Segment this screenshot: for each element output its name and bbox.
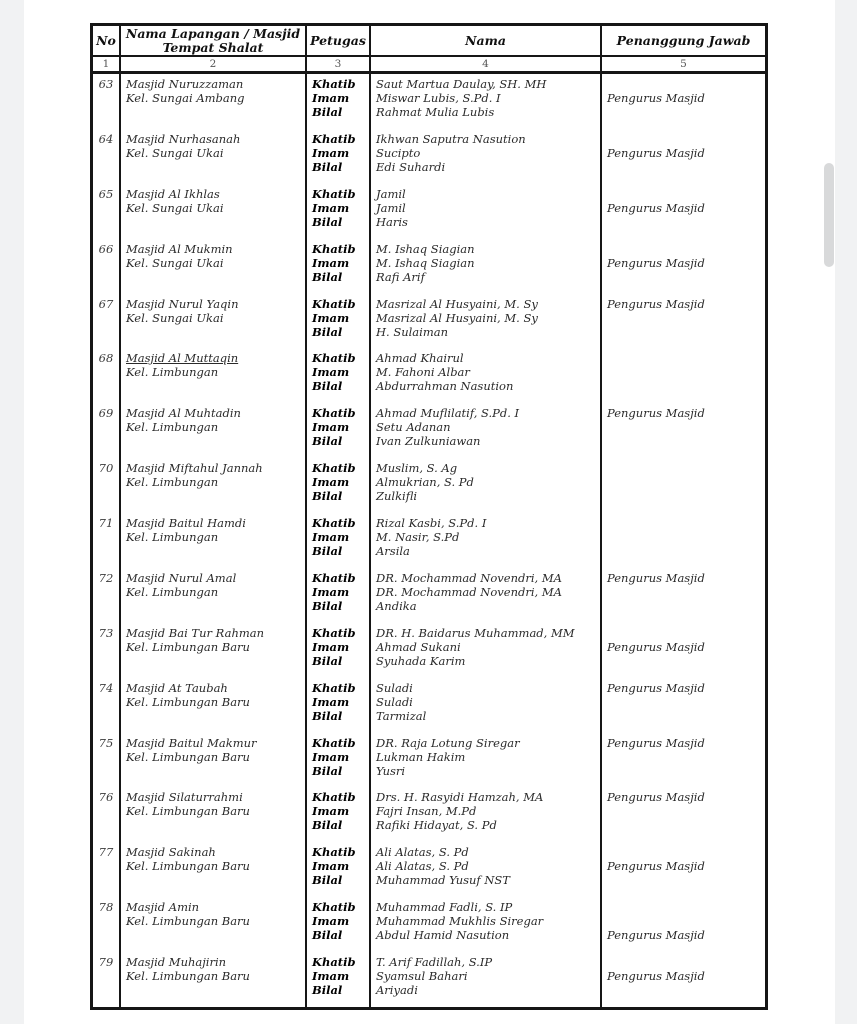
row-group	[307, 403, 369, 458]
column-header-penanggung-jawab: Penanggung Jawab	[616, 32, 751, 48]
person-name-khatib: Saut Martua Daulay, SH. MH	[376, 77, 547, 91]
penanggung-jawab-label: Pengurus Masjid	[607, 91, 705, 105]
role-bilal-label: Bilal	[312, 324, 343, 339]
row-group	[371, 74, 600, 129]
role-imam-label: Imam	[312, 859, 350, 874]
row-group	[602, 239, 765, 294]
masjid-name: Masjid Nurhasanah	[126, 131, 241, 146]
person-name-bilal: Tarmizal	[376, 708, 427, 723]
penanggung-jawab-label: Pengurus Masjid	[607, 969, 705, 983]
row-group	[371, 403, 600, 458]
row-group	[602, 458, 765, 513]
table-header-row	[93, 26, 765, 57]
row-group	[602, 897, 765, 952]
row-group	[93, 294, 119, 349]
row-group	[602, 129, 765, 184]
row-group	[602, 294, 765, 349]
row-number: 73	[98, 625, 114, 640]
role-khatib-label: Khatib	[312, 351, 356, 366]
person-name-khatib: Drs. H. Rasyidi Hamzah, MA	[376, 790, 544, 805]
row-group	[371, 678, 600, 733]
row-number: 74	[98, 680, 114, 695]
penanggung-jawab-label: Pengurus Masjid	[607, 859, 705, 874]
person-name-bilal: Edi Suhardi	[376, 159, 446, 174]
person-name-bilal: Ariyadi	[376, 983, 418, 997]
row-group	[121, 184, 305, 239]
kelurahan-name: Kel. Limbungan Baru	[126, 804, 250, 819]
penanggung-jawab-label: Pengurus Masjid	[607, 145, 705, 160]
column-penanggung-jawab	[602, 74, 765, 1007]
kelurahan-name: Kel. Sungai Ukai	[126, 310, 224, 325]
kelurahan-name: Kel. Limbungan Baru	[126, 859, 250, 874]
person-name-bilal: Rafiki Hidayat, S. Pd	[376, 818, 497, 833]
person-name-bilal: H. Sulaiman	[376, 324, 449, 339]
row-group	[602, 678, 765, 733]
column-number: 2	[121, 57, 307, 71]
column-number-row	[93, 57, 765, 74]
scrollbar-track[interactable]	[835, 0, 857, 1024]
kelurahan-name: Kel. Limbungan	[126, 365, 219, 380]
role-bilal-label: Bilal	[312, 489, 343, 504]
role-khatib-label: Khatib	[312, 680, 356, 695]
row-group	[121, 403, 305, 458]
role-imam-label: Imam	[312, 749, 350, 764]
role-khatib-label: Khatib	[312, 625, 356, 640]
kelurahan-name: Kel. Sungai Ukai	[126, 145, 224, 160]
role-imam-label: Imam	[312, 365, 350, 380]
row-group	[307, 952, 369, 1007]
penanggung-jawab-label: Pengurus Masjid	[607, 406, 705, 421]
row-group	[93, 348, 119, 403]
person-name-bilal: Rafi Arif	[376, 269, 425, 284]
person-name-khatib: Muslim, S. Ag	[376, 461, 458, 476]
role-bilal-label: Bilal	[312, 544, 343, 558]
row-number: 75	[98, 735, 114, 750]
penanggung-jawab-label: Pengurus Masjid	[607, 296, 705, 311]
row-group	[602, 568, 765, 623]
row-group	[121, 952, 305, 1007]
role-khatib-label: Khatib	[312, 461, 356, 476]
row-group	[307, 568, 369, 623]
row-group	[602, 348, 765, 403]
row-group	[602, 733, 765, 788]
penanggung-jawab-label: Pengurus Masjid	[607, 680, 705, 695]
penanggung-jawab-label: Pengurus Masjid	[607, 790, 705, 805]
column-number: 1	[93, 57, 121, 71]
penanggung-jawab-label: Pengurus Masjid	[607, 735, 705, 750]
row-group	[93, 129, 119, 184]
person-name-khatib: Ahmad Khairul	[376, 351, 464, 366]
kelurahan-name: Kel. Sungai Ambang	[126, 91, 245, 105]
role-imam-label: Imam	[312, 200, 350, 215]
person-name-imam: Almukrian, S. Pd	[376, 475, 474, 490]
person-name-bilal: Ivan Zulkuniawan	[376, 434, 481, 449]
row-group	[93, 239, 119, 294]
role-bilal-label: Bilal	[312, 653, 343, 668]
column-header-nama-lapangan: Nama Lapangan / Masjid Tempat Shalat	[121, 26, 307, 55]
column-number: 3	[307, 57, 371, 71]
person-name-khatib: Suladi	[376, 680, 413, 695]
row-group	[93, 513, 119, 568]
row-group	[121, 897, 305, 952]
row-number: 76	[98, 790, 114, 805]
column-no	[93, 74, 121, 1007]
column-nama	[371, 74, 602, 1007]
role-imam-label: Imam	[312, 694, 350, 709]
person-name-imam: Jamil	[376, 200, 406, 215]
person-name-bilal: Zulkifli	[376, 489, 418, 504]
penanggung-jawab-label: Pengurus Masjid	[607, 928, 705, 943]
row-group	[307, 842, 369, 897]
row-group	[371, 623, 600, 678]
role-bilal-label: Bilal	[312, 873, 343, 888]
person-name-bilal: Haris	[376, 214, 408, 229]
row-group	[307, 129, 369, 184]
person-name-khatib: DR. H. Baidarus Muhammad, MM	[376, 625, 575, 640]
role-bilal-label: Bilal	[312, 159, 343, 174]
column-number: 4	[371, 57, 602, 71]
penanggung-jawab-label: Pengurus Masjid	[607, 639, 705, 654]
role-imam-label: Imam	[312, 91, 350, 105]
row-group	[371, 184, 600, 239]
row-number: 71	[98, 516, 114, 530]
person-name-bilal: Abdul Hamid Nasution	[376, 928, 510, 943]
person-name-imam: Ahmad Sukani	[376, 639, 461, 654]
row-group	[121, 678, 305, 733]
row-group	[371, 733, 600, 788]
row-number: 72	[98, 570, 114, 585]
row-group	[121, 294, 305, 349]
kelurahan-name: Kel. Sungai Ukai	[126, 255, 224, 270]
table-body	[93, 74, 765, 1007]
role-imam-label: Imam	[312, 475, 350, 490]
kelurahan-name: Kel. Limbungan Baru	[126, 914, 250, 929]
row-group	[602, 184, 765, 239]
row-group	[93, 403, 119, 458]
role-imam-label: Imam	[312, 914, 350, 929]
row-group	[121, 458, 305, 513]
row-group	[602, 513, 765, 568]
row-group	[93, 568, 119, 623]
row-group	[93, 678, 119, 733]
person-name-imam: M. Ishaq Siagian	[376, 255, 475, 270]
row-group	[307, 239, 369, 294]
row-number: 70	[98, 461, 114, 476]
row-group	[602, 952, 765, 1007]
row-group	[121, 513, 305, 568]
row-group	[371, 513, 600, 568]
person-name-imam: DR. Mochammad Novendri, MA	[376, 584, 562, 599]
row-group	[371, 239, 600, 294]
row-group	[602, 787, 765, 842]
masjid-name: Masjid Muhajirin	[126, 955, 227, 969]
row-group	[121, 623, 305, 678]
person-name-imam: Muhammad Mukhlis Siregar	[376, 914, 544, 929]
role-bilal-label: Bilal	[312, 434, 343, 449]
row-group	[602, 74, 765, 129]
role-khatib-label: Khatib	[312, 77, 356, 91]
role-imam-label: Imam	[312, 420, 350, 435]
role-bilal-label: Bilal	[312, 105, 343, 119]
row-number: 66	[98, 241, 114, 256]
row-group	[307, 623, 369, 678]
person-name-bilal: Muhammad Yusuf NST	[376, 873, 510, 888]
row-group	[307, 678, 369, 733]
row-number: 67	[98, 296, 114, 311]
person-name-imam: Suladi	[376, 694, 413, 709]
person-name-bilal: Yusri	[376, 763, 406, 778]
role-khatib-label: Khatib	[312, 186, 356, 201]
kelurahan-name: Kel. Limbungan	[126, 475, 219, 490]
person-name-bilal: Arsila	[376, 544, 410, 558]
row-group	[121, 74, 305, 129]
row-group	[307, 733, 369, 788]
person-name-imam: M. Fahoni Albar	[376, 365, 470, 380]
row-number: 78	[98, 900, 114, 915]
row-group	[93, 787, 119, 842]
masjid-name: Masjid Baitul Hamdi	[126, 516, 246, 530]
role-bilal-label: Bilal	[312, 598, 343, 613]
person-name-imam: Fajri Insan, M.Pd	[376, 804, 477, 819]
person-name-khatib: Ahmad Muflilatif, S.Pd. I	[376, 406, 520, 421]
person-name-imam: Setu Adanan	[376, 420, 451, 435]
row-group	[121, 568, 305, 623]
row-number: 63	[98, 77, 114, 91]
scrollbar-thumb[interactable]	[824, 163, 834, 267]
row-group	[371, 458, 600, 513]
person-name-khatib: DR. Raja Lotung Siregar	[376, 735, 520, 750]
row-group	[371, 129, 600, 184]
row-group	[307, 74, 369, 129]
row-number: 77	[98, 845, 114, 860]
kelurahan-name: Kel. Limbungan Baru	[126, 749, 250, 764]
masjid-name: Masjid Nurul Yaqin	[126, 296, 239, 311]
row-number: 68	[98, 351, 114, 366]
row-group	[602, 623, 765, 678]
role-khatib-label: Khatib	[312, 296, 356, 311]
row-number: 79	[98, 955, 114, 969]
kelurahan-name: Kel. Limbungan Baru	[126, 694, 250, 709]
row-group	[121, 239, 305, 294]
role-bilal-label: Bilal	[312, 818, 343, 833]
masjid-name: Masjid Nuruzzaman	[126, 77, 244, 91]
role-khatib-label: Khatib	[312, 406, 356, 421]
role-bilal-label: Bilal	[312, 214, 343, 229]
person-name-khatib: DR. Mochammad Novendri, MA	[376, 570, 562, 585]
column-petugas	[307, 74, 371, 1007]
role-imam-label: Imam	[312, 145, 350, 160]
row-group	[602, 403, 765, 458]
person-name-bilal: Rahmat Mulia Lubis	[376, 105, 495, 119]
masjid-name: Masjid Miftahul Jannah	[126, 461, 263, 476]
masjid-name: Masjid Silaturrahmi	[126, 790, 243, 805]
row-group	[371, 568, 600, 623]
row-group	[307, 787, 369, 842]
role-khatib-label: Khatib	[312, 845, 356, 860]
masjid-name: Masjid Amin	[126, 900, 200, 915]
person-name-imam: Syamsul Bahari	[376, 969, 468, 983]
row-group	[121, 733, 305, 788]
row-group	[307, 348, 369, 403]
masjid-name: Masjid Nurul Amal	[126, 570, 237, 585]
row-group	[93, 842, 119, 897]
penanggung-jawab-label: Pengurus Masjid	[607, 200, 705, 215]
role-imam-label: Imam	[312, 804, 350, 819]
kelurahan-name: Kel. Limbungan Baru	[126, 639, 250, 654]
row-group	[307, 513, 369, 568]
role-bilal-label: Bilal	[312, 763, 343, 778]
role-imam-label: Imam	[312, 639, 350, 654]
row-group	[307, 294, 369, 349]
kelurahan-name: Kel. Limbungan	[126, 530, 219, 544]
person-name-khatib: M. Ishaq Siagian	[376, 241, 475, 256]
person-name-imam: Miswar Lubis, S.Pd. I	[376, 91, 501, 105]
role-imam-label: Imam	[312, 969, 350, 983]
person-name-bilal: Syuhada Karim	[376, 653, 466, 668]
role-imam-label: Imam	[312, 584, 350, 599]
row-group	[93, 623, 119, 678]
role-khatib-label: Khatib	[312, 735, 356, 750]
row-group	[121, 842, 305, 897]
person-name-imam: M. Nasir, S.Pd	[376, 530, 460, 544]
person-name-khatib: Rizal Kasbi, S.Pd. I	[376, 516, 487, 530]
role-imam-label: Imam	[312, 530, 350, 544]
role-khatib-label: Khatib	[312, 570, 356, 585]
masjid-name: Masjid Al Muttaqin	[126, 351, 239, 366]
row-group	[307, 458, 369, 513]
kelurahan-name: Kel. Limbungan Baru	[126, 969, 250, 983]
role-bilal-label: Bilal	[312, 379, 343, 394]
column-header-nama: Nama	[371, 26, 602, 55]
masjid-name: Masjid Baitul Makmur	[126, 735, 257, 750]
kelurahan-name: Kel. Limbungan	[126, 420, 219, 435]
person-name-imam: Sucipto	[376, 145, 421, 160]
row-group	[93, 184, 119, 239]
person-name-khatib: T. Arif Fadillah, S.IP	[376, 955, 493, 969]
row-group	[121, 787, 305, 842]
role-imam-label: Imam	[312, 310, 350, 325]
row-group	[93, 458, 119, 513]
column-header-petugas: Petugas	[307, 26, 371, 55]
role-khatib-label: Khatib	[312, 131, 356, 146]
masjid-name: Masjid Bai Tur Rahman	[126, 625, 265, 640]
role-bilal-label: Bilal	[312, 708, 343, 723]
row-number: 65	[98, 186, 114, 201]
masjid-name: Masjid At Taubah	[126, 680, 228, 695]
column-number: 5	[680, 58, 687, 70]
row-group	[371, 294, 600, 349]
row-group	[93, 897, 119, 952]
row-group	[93, 74, 119, 129]
row-group	[307, 897, 369, 952]
column-header-no: No	[93, 26, 121, 55]
person-name-khatib: Jamil	[376, 186, 406, 201]
row-group	[371, 787, 600, 842]
row-group	[371, 842, 600, 897]
role-khatib-label: Khatib	[312, 516, 356, 530]
person-name-imam: Masrizal Al Husyaini, M. Sy	[376, 310, 538, 325]
masjid-name: Masjid Sakinah	[126, 845, 216, 860]
person-name-khatib: Ali Alatas, S. Pd	[376, 845, 469, 860]
role-bilal-label: Bilal	[312, 928, 343, 943]
role-khatib-label: Khatib	[312, 955, 356, 969]
masjid-name: Masjid Al Mukmin	[126, 241, 233, 256]
row-group	[602, 842, 765, 897]
row-group	[121, 129, 305, 184]
row-group	[371, 348, 600, 403]
penanggung-jawab-label: Pengurus Masjid	[607, 255, 705, 270]
row-number: 69	[98, 406, 114, 421]
person-name-imam: Lukman Hakim	[376, 749, 466, 764]
row-group	[93, 952, 119, 1007]
person-name-khatib: Masrizal Al Husyaini, M. Sy	[376, 296, 538, 311]
row-group	[93, 733, 119, 788]
left-page-margin	[0, 0, 24, 1024]
role-khatib-label: Khatib	[312, 900, 356, 915]
row-group	[121, 348, 305, 403]
masjid-petugas-table	[90, 23, 768, 1010]
row-group	[371, 952, 600, 1007]
person-name-imam: Ali Alatas, S. Pd	[376, 859, 469, 874]
kelurahan-name: Kel. Sungai Ukai	[126, 200, 224, 215]
penanggung-jawab-label: Pengurus Masjid	[607, 570, 705, 585]
row-group	[371, 897, 600, 952]
person-name-bilal: Abdurrahman Nasution	[376, 379, 514, 394]
role-khatib-label: Khatib	[312, 241, 356, 256]
role-imam-label: Imam	[312, 255, 350, 270]
person-name-khatib: Muhammad Fadli, S. IP	[376, 900, 513, 915]
masjid-name: Masjid Al Ikhlas	[126, 186, 220, 201]
row-number: 64	[98, 131, 114, 146]
person-name-bilal: Andika	[376, 598, 417, 613]
role-bilal-label: Bilal	[312, 269, 343, 284]
column-masjid	[121, 74, 307, 1007]
masjid-name: Masjid Al Muhtadin	[126, 406, 241, 421]
role-khatib-label: Khatib	[312, 790, 356, 805]
row-group	[307, 184, 369, 239]
person-name-khatib: Ikhwan Saputra Nasution	[376, 131, 526, 146]
role-bilal-label: Bilal	[312, 983, 343, 997]
kelurahan-name: Kel. Limbungan	[126, 584, 219, 599]
